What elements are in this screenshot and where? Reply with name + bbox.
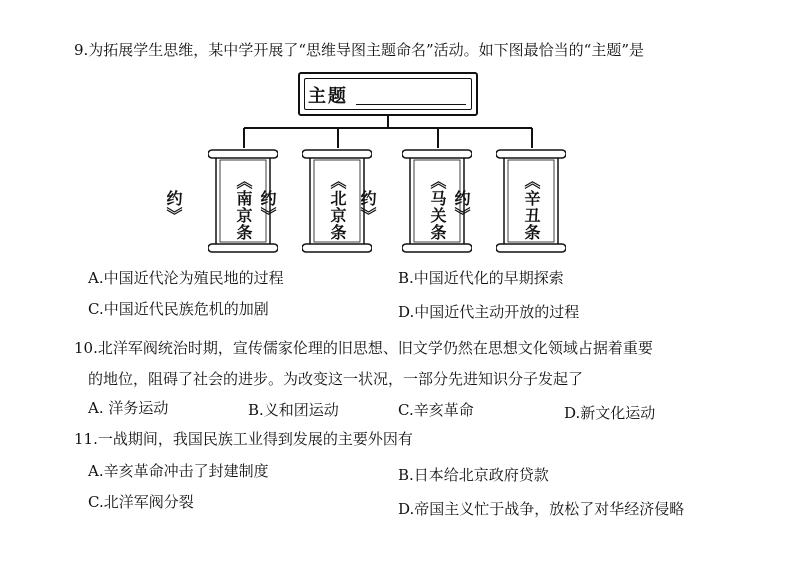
q11-option-d: D.帝国主义忙于战争，放松了对华经济侵略 (398, 500, 685, 518)
q10-stem-line-2: 的地位，阻碍了社会的进步。为改变这一状况，一部分先进知识分子发起了 (88, 370, 584, 388)
q9-stem: 9.为拓展学生思维，某中学开展了“思维导图主题命名”活动。如下图最恰当的“主题”是 (74, 41, 644, 59)
q11-option-c: C.北洋军阀分裂 (88, 493, 194, 511)
q11-option-b: B.日本给北京政府贷款 (398, 466, 549, 484)
q9-option-d: D.中国近代主动开放的过程 (398, 303, 580, 321)
scroll-label: 《辛丑条约》 (452, 173, 541, 241)
q10-option-a: A. 洋务运动 (88, 399, 169, 417)
q10-option-c: C.辛亥革命 (398, 401, 474, 419)
q9-option-b: B.中国近代化的早期探索 (398, 269, 564, 287)
q10-option-b: B.义和团运动 (248, 401, 339, 419)
scroll-xinchou-treaty (452, 146, 566, 256)
scroll-label: 《马关条约》 (358, 173, 447, 241)
q9-option-c: C.中国近代民族危机的加剧 (88, 300, 269, 318)
q11-option-a: A.辛亥革命冲击了封建制度 (88, 462, 269, 480)
q9-option-a: A.中国近代沦为殖民地的过程 (88, 269, 284, 287)
scroll-label: 《北京条约》 (258, 173, 347, 241)
q10-stem-line-1: 10.北洋军阀统治时期，宣传儒家伦理的旧思想、旧文学仍然在思想文化领域占据着重要 (74, 339, 653, 357)
q10-option-d: D.新文化运动 (564, 404, 656, 422)
scroll-label: 《南京条约》 (164, 173, 253, 241)
topic-label: 主题 (308, 86, 348, 107)
q11-stem: 11.一战期间，我国民族工业得到发展的主要外因有 (74, 430, 413, 448)
